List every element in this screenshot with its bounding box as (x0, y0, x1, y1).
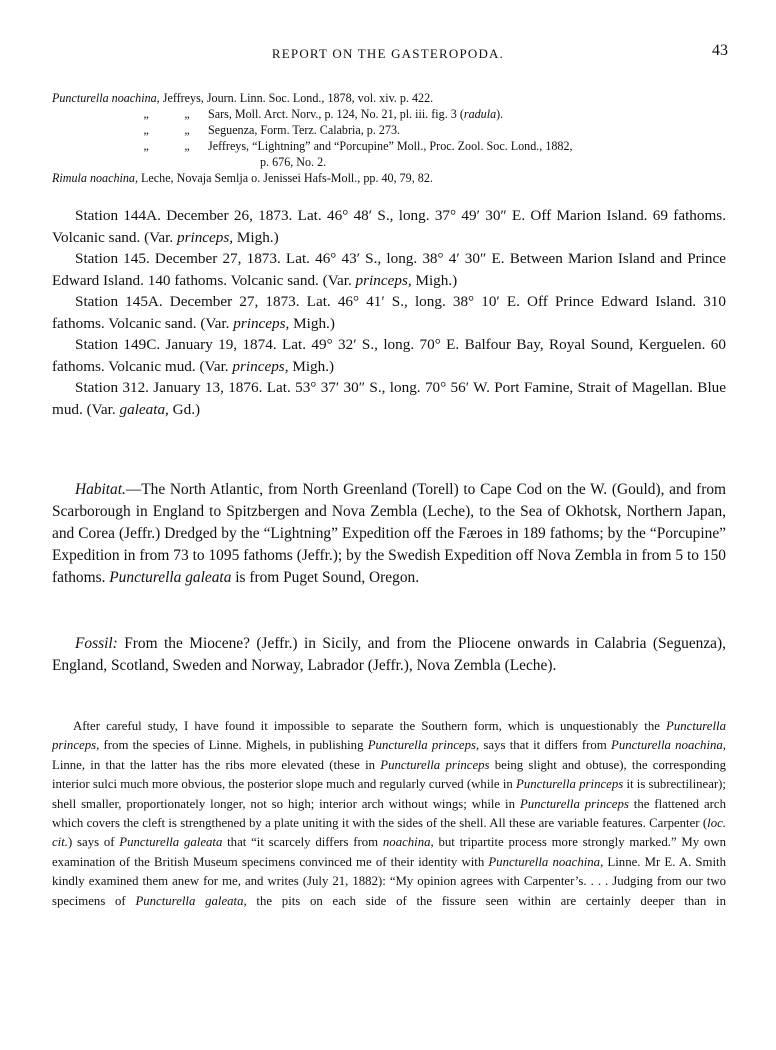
synonymy-entry (52, 170, 732, 186)
running-title: REPORT ON THE GASTEROPODA. (271, 46, 505, 61)
station-record: Station 145A. December 27, 1873. Lat. 46° 41′ S., long. 38° 10′ E. Off Prince Edward Island. 310 fathoms. Volcanic sand. (Var. princeps, Migh.) (52, 293, 726, 332)
synonym-reference: ). (496, 107, 504, 121)
synonym-name: Puncturella noachina, (52, 91, 160, 105)
ditto-mark: „ (143, 123, 149, 137)
synonymy-entry-continuation: p. 676, No. 2. (260, 155, 327, 169)
station-record: Station 149C. January 19, 1874. Lat. 49° 32′ S., long. 70° E. Balfour Bay, Royal Sound, Kerguelen. 60 fathoms. Volcanic mud. (Var. princeps, Migh.) (52, 336, 726, 375)
synonymy-entry (52, 90, 732, 106)
synonymy-entry (52, 106, 732, 122)
station-record: Station 144A. December 26, 1873. Lat. 46° 48′ S., long. 37° 49′ 30″ E. Off Marion Island. 69 fathoms. Volcanic sand. (Var. princeps, Migh.) (52, 207, 726, 246)
synonym-name: Rimula noachina, (52, 171, 138, 185)
synonymy-entry (52, 138, 732, 154)
commentary-section (52, 717, 726, 911)
synonym-reference: Sars, Moll. Arct. Norv., p. 124, No. 21, pl. iii. fig. 3 ( (208, 107, 464, 121)
habitat-paragraph: Habitat.—The North Atlantic, from North Greenland (Torell) to Cape Cod on the W. (Gould), and from Scarborough in England to Spitzbergen and Nova Zembla (Leche), to the Sea of Okhotsk, Northern Japan, and Corea (Jeffr.) Dredged by the “Lightning” Expedition off the Færoes in 189 fathoms; by the “Porcupine” Expedition in from 73 to 1095 fathoms (Jeffr.); by the Swedish Expedition off Nova Zembla in from 5 to 150 fathoms. Puncturella galeata is from Puget Sound, Oregon. (52, 481, 726, 586)
variety-name: galeata, (119, 400, 169, 418)
ditto-mark: „ (184, 107, 190, 121)
synonym-reference: Leche, Novaja Semlja o. Jenissei Hafs-Moll., pp. 40, 79, 82. (138, 171, 433, 185)
habitat-section (52, 479, 726, 589)
ditto-mark: „ (143, 107, 149, 121)
running-head (0, 42, 776, 66)
ditto-mark: „ (143, 139, 149, 153)
variety-name: princeps, (232, 357, 289, 375)
variety-name: princeps, (355, 271, 412, 289)
ditto-mark: „ (184, 139, 190, 153)
variety-name: princeps, (233, 314, 290, 332)
synonym-reference: Jeffreys, Journ. Linn. Soc. Lond., 1878, vol. xiv. p. 422. (159, 91, 434, 105)
habitat-label: Habitat. (75, 481, 126, 498)
page-number: 43 (712, 42, 728, 59)
fossil-paragraph: Fossil: From the Miocene? (Jeffr.) in Sicily, and from the Pliocene onwards in Calabria (Seguenza), England, Scotland, Sweden and Norway, Labrador (Jeffr.), Nova Zembla (Leche). (52, 635, 726, 674)
synonymy-entry (52, 122, 732, 138)
fossil-section (52, 633, 726, 677)
synonym-reference: Jeffreys, “Lightning” and “Porcupine” Moll., Proc. Zool. Soc. Lond., 1882, (208, 139, 573, 153)
station-record: Station 312. January 13, 1876. Lat. 53° 37′ 30″ S., long. 70° 56′ W. Port Famine, Strait of Magellan. Blue mud. (Var. galeata, Gd.) (52, 379, 726, 418)
synonymy-block (52, 90, 732, 186)
commentary-paragraph: After careful study, I have found it impossible to separate the Southern form, which is unquestionably the Puncturella princeps, from the species of Linne. Mighels, in publishing Puncturella princeps, says that it differs from Puncturella noachina, Linne, in that the latter has the ribs more elevated (these in Puncturella princeps being slight and obtuse), the corresponding interior sulci much more obvious, the posterior slope much and regularly curved (while in Puncturella princeps it is subrectilinear); shell smaller, proportionately longer, not so high; interior arch without wings; while in Puncturella princeps the flattened arch which covers the cleft is strengthened by a plate uniting it with the sides of the shell. All these are variable features. Carpenter (loc. cit.) says of Puncturella galeata that “it scarcely differs from noachina, but tripartite process more strongly marked.” My own examination of the British Museum specimens convinced me of their identity with Puncturella noachina, Linne. Mr E. A. Smith kindly examined them anew for me, and writes (July 21, 1882): “My opinion agrees with Carpenter’s. . . . Judging from our two specimens of Puncturella galeata, the pits on each side of the fissure seen within are certainly deeper than in (52, 719, 727, 908)
fossil-label: Fossil: (75, 635, 118, 652)
station-record: Station 145. December 27, 1873. Lat. 46° 43′ S., long. 38° 4′ 30″ E. Between Marion Island and Prince Edward Island. 140 fathoms. Volcanic sand. (Var. princeps, Migh.) (52, 250, 726, 289)
ditto-mark: „ (184, 123, 190, 137)
synonym-reference-italic: radula (463, 107, 497, 121)
species-name: Puncturella galeata (109, 569, 232, 586)
variety-name: princeps, (176, 228, 234, 246)
synonym-reference: Seguenza, Form. Terz. Calabria, p. 273. (208, 123, 401, 137)
station-records (52, 205, 726, 420)
